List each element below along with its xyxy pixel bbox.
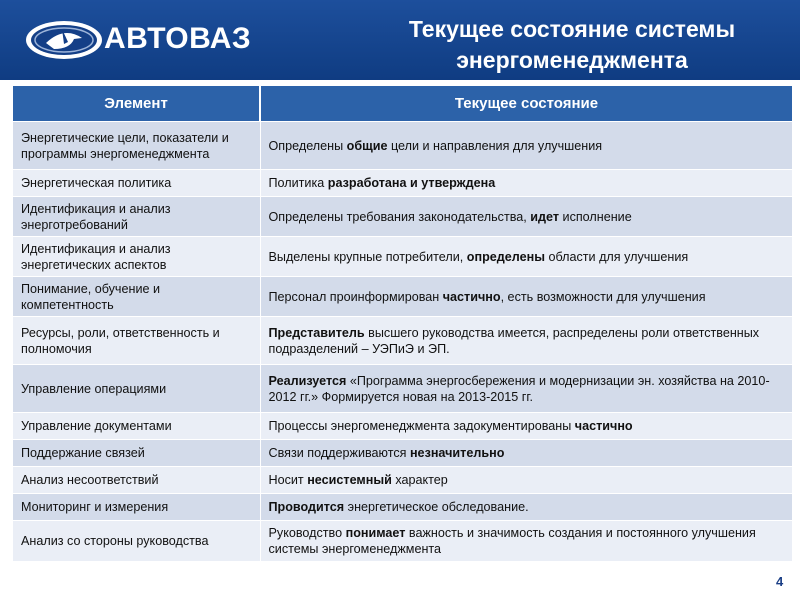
state-text: «Программа энергосбережения и модернизации эн. хозяйства на 2010-2012 гг.» Формируется новая на 2013-2015 гг. — [268, 373, 770, 404]
cell-state — [260, 197, 792, 237]
cell-state — [260, 237, 792, 277]
state-text: характер — [391, 473, 448, 487]
cell-state — [260, 365, 792, 413]
state-text: Политика — [268, 176, 328, 190]
cell-element: Управление операциями — [13, 365, 260, 413]
table-row — [13, 494, 792, 521]
state-text-emphasis: частично — [442, 289, 501, 304]
state-text-emphasis: определены — [466, 249, 545, 264]
table-row — [13, 237, 792, 277]
state-text: энергетическое обследование. — [344, 500, 529, 514]
state-text-emphasis: общие — [346, 138, 388, 153]
state-text: Носит — [268, 473, 308, 487]
state-text: Персонал проинформирован — [268, 289, 443, 304]
cell-element: Идентификация и анализ энергетических аспектов — [13, 237, 260, 277]
column-header-state: Текущее состояние — [260, 86, 792, 122]
cell-state — [260, 467, 792, 494]
state-text: цели и направления для улучшения — [387, 138, 603, 153]
state-text-emphasis: идет — [530, 209, 560, 224]
cell-element: Энергетические цели, показатели и программы энергоменеджмента — [13, 122, 260, 170]
state-text: высшего руководства имеется, распределены роли ответственных подразделений – УЭПиЭ и ЭП. — [268, 325, 760, 356]
state-text: Процессы энергоменеджмента задокументированы — [268, 419, 575, 433]
table-row — [13, 197, 792, 237]
table-row — [13, 440, 792, 467]
table-row — [13, 467, 792, 494]
cell-state — [260, 521, 792, 561]
table-header-row — [13, 86, 792, 122]
cell-state — [260, 317, 792, 365]
cell-state — [260, 277, 792, 317]
cell-state — [260, 170, 792, 197]
table-row — [13, 122, 792, 170]
cell-state — [260, 122, 792, 170]
title-line-1: Текущее состояние системы — [408, 16, 736, 42]
cell-element: Мониторинг и измерения — [13, 494, 260, 521]
table-row — [13, 170, 792, 197]
table-row — [13, 317, 792, 365]
header-bar — [0, 0, 800, 80]
brand-name: АВТОВАЗ — [104, 22, 252, 55]
state-text: Определены — [268, 138, 347, 153]
cell-element: Идентификация и анализ энерготребований — [13, 197, 260, 237]
state-text-emphasis: Представитель — [268, 325, 365, 340]
page-number: 4 — [776, 574, 784, 589]
state-text-emphasis: несистемный — [307, 473, 392, 487]
status-table — [13, 86, 792, 561]
table-row — [13, 365, 792, 413]
state-text-emphasis: Проводится — [268, 500, 345, 514]
state-text: , есть возможности для улучшения — [500, 289, 706, 304]
state-text: Выделены крупные потребители, — [268, 249, 467, 264]
cell-element: Управление документами — [13, 413, 260, 440]
state-text-emphasis: разработана и утверждена — [327, 176, 496, 190]
table-row — [13, 413, 792, 440]
cell-state — [260, 494, 792, 521]
state-text: Определены требования законодательства, — [268, 209, 531, 224]
cell-element: Поддержание связей — [13, 440, 260, 467]
column-header-element: Элемент — [13, 86, 260, 122]
cell-element: Анализ несоответствий — [13, 467, 260, 494]
state-text-emphasis: частично — [574, 419, 633, 433]
cell-state — [260, 413, 792, 440]
page-title — [352, 14, 792, 76]
table-row — [13, 277, 792, 317]
state-text: Руководство — [268, 525, 346, 540]
state-text: области для улучшения — [544, 249, 689, 264]
table-row — [13, 521, 792, 561]
state-text-emphasis: Реализуется — [268, 373, 347, 388]
cell-element: Ресурсы, роли, ответственность и полномочия — [13, 317, 260, 365]
state-text-emphasis: незначительно — [409, 446, 505, 460]
cell-element: Энергетическая политика — [13, 170, 260, 197]
state-text: важность и значимость создания и постоянного улучшения системы энергоменеджмента — [268, 525, 756, 556]
state-text: исполнение — [559, 209, 632, 224]
cell-element: Понимание, обучение и компетентность — [13, 277, 260, 317]
cell-element: Анализ со стороны руководства — [13, 521, 260, 561]
state-text-emphasis: понимает — [345, 525, 406, 540]
title-line-2: энергоменеджмента — [456, 47, 688, 73]
state-text: Связи поддерживаются — [268, 446, 410, 460]
cell-state — [260, 440, 792, 467]
